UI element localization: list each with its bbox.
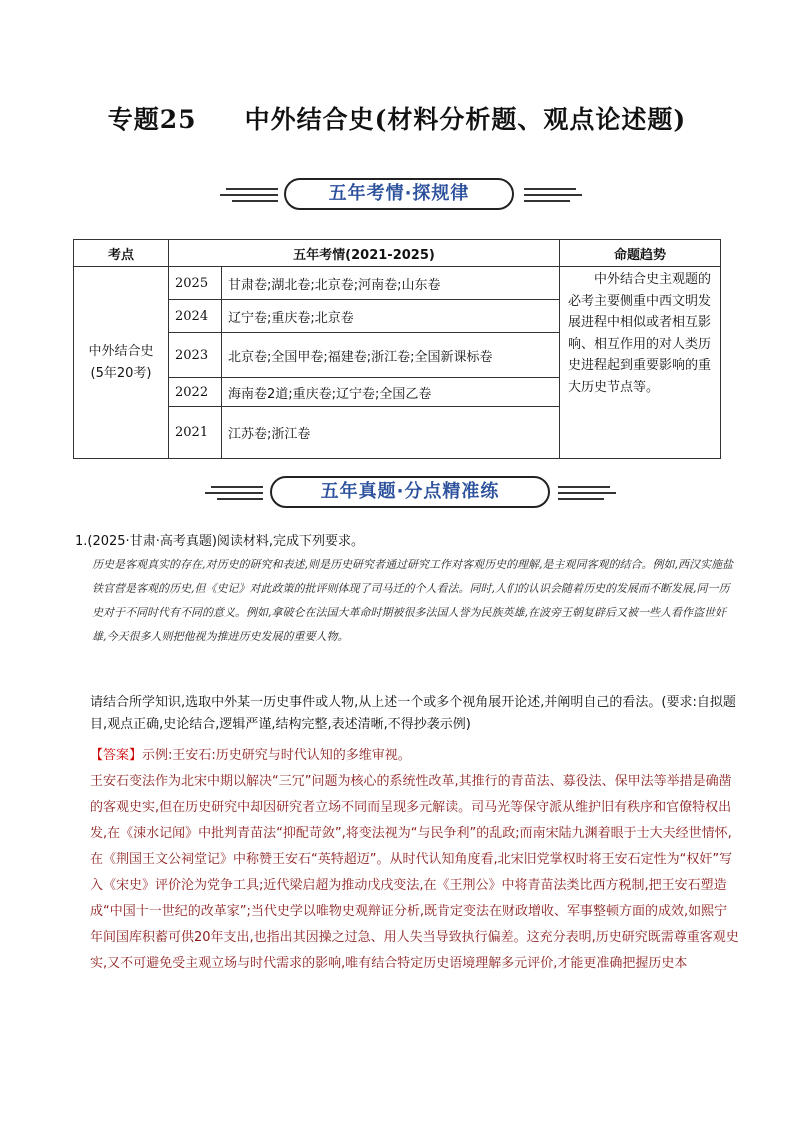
- year-cell: 2021: [169, 407, 222, 459]
- trend-cell: 中外结合史主观题的必考主要侧重中西文明发展进程中相似或者相互影响、相互作用的对人类历史进程起到重要影响的重大历史节点等。: [560, 267, 721, 459]
- page-title: [0, 100, 794, 136]
- answer-tag: 【答案】: [90, 748, 143, 763]
- year-cell: 2024: [169, 300, 222, 333]
- topic-title: 中外结合史(材料分析题、观点论述题): [244, 105, 687, 134]
- banner-right-lines: [558, 486, 616, 504]
- answer-block: [90, 743, 740, 977]
- year-cell: 2025: [169, 267, 222, 300]
- section-banner-trends: [0, 178, 794, 212]
- table-header-row: [74, 240, 721, 267]
- papers-cell: 海南卷2道;重庆卷;辽宁卷;全国乙卷: [222, 378, 560, 407]
- banner-label: 五年考情·探规律: [284, 178, 514, 210]
- banner-right-lines: [524, 188, 582, 206]
- topic-name: 中外结合史: [88, 343, 154, 359]
- header-trend: 命题趋势: [560, 240, 721, 267]
- year-cell: 2022: [169, 378, 222, 407]
- year-cell: 2023: [169, 333, 222, 378]
- question-intro: 1.(2025·甘肃·高考真题)阅读材料,完成下列要求。: [75, 534, 365, 549]
- header-years: 五年考情(2021-2025): [169, 240, 560, 267]
- question-requirement: 请结合所学知识,选取中外某一历史事件或人物,从上述一个或多个视角展开论述,并阐明自己的看法。(要求:自拟题目,观点正确,史论结合,逻辑严谨,结构完整,表述清晰,不得抄袭示例): [90, 695, 736, 732]
- papers-cell: 辽宁卷;重庆卷;北京卷: [222, 300, 560, 333]
- banner-left-lines: [205, 486, 263, 504]
- topic-cell: [74, 267, 169, 459]
- header-topic: 考点: [74, 240, 169, 267]
- papers-cell: 北京卷;全国甲卷;福建卷;浙江卷;全国新课标卷: [222, 333, 560, 378]
- banner-label: 五年真题·分点精准练: [270, 476, 550, 508]
- banner-left-lines: [220, 188, 278, 206]
- table-row: [74, 267, 721, 300]
- section-banner-questions: [0, 476, 794, 510]
- answer-example-title: 示例:王安石:历史研究与时代认知的多维审视。: [142, 748, 411, 763]
- papers-cell: 甘肃卷;湖北卷;北京卷;河南卷;山东卷: [222, 267, 560, 300]
- answer-body: 王安石变法作为北宋中期以解决“三冗”问题为核心的系统性改革,其推行的青苗法、募役法、保甲法等举措是确凿的客观史实,但在历史研究中却因研究者立场不同而呈现多元解读。司马光等保守派从维护旧有秩序和官僚特权出发,在《涑水记闻》中批判青苗法“抑配苛敛”,将变法视为“与民争利”的乱政;而南宋陆九渊着眼于士大夫经世情怀,在《荆国王文公祠堂记》中称赞王安石“英特超迈”。从时代认知角度看,北宋旧党掌权时将王安石定性为“权奸”写入《宋史》评价沦为党争工具;近代梁启超为推动戊戌变法,在《王荆公》中将青苗法类比西方税制,把王安石塑造成“中国十一世纪的改革家”;当代史学以唯物史观辩证分析,既肯定变法在财政增收、军事整顿方面的成效,如熙宁年间国库积蓄可供20年支出,也指出其因操之过急、用人失当导致执行偏差。这充分表明,历史研究既需尊重客观史实,又不可避免受主观立场与时代需求的影响,唯有结合特定历史语境理解多元评价,才能更准确把握历史本: [90, 774, 739, 971]
- papers-cell: 江苏卷;浙江卷: [222, 407, 560, 459]
- topic-count: (5年20考): [90, 365, 152, 381]
- exam-summary-table: [73, 239, 721, 459]
- topic-number: 专题25: [107, 105, 197, 134]
- question-material: 历史是客观真实的存在,对历史的研究和表述,则是历史研究者通过研究工作对客观历史的理解,是主观同客观的结合。例如,西汉实施盐铁官营是客观的历史,但《史记》对此政策的批评则体现了司马迁的个人看法。同时,人们的认识会随着历史的发展而不断发展,同一历史对于不同时代有不同的意义。例如,拿破仑在法国大革命时期被很多法国人誉为民族英雄,在波旁王朝复辟后又被一些人看作盗世奸雄,今天很多人则把他视为推进历史发展的重要人物。: [92, 558, 733, 643]
